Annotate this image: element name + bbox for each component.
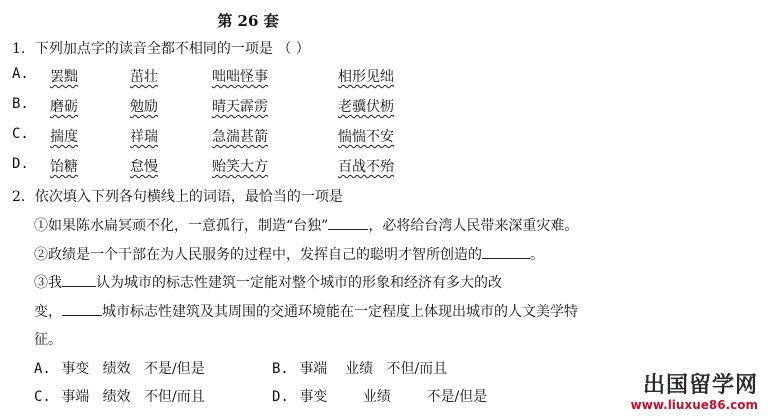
sentence-2-part-b: 。 — [530, 247, 544, 263]
option-item: 急湍甚箭 — [212, 129, 268, 145]
option-item: 茁壮 — [130, 69, 158, 85]
option-letter: B. — [12, 96, 29, 112]
option-item: 揣度 — [50, 129, 78, 145]
sentence-3-part-a: ③我 — [34, 275, 62, 291]
sentence-2-part-a: ②政绩是一个干部在为人民服务的过程中，发挥自己的聪明才智所创造的 — [34, 247, 482, 263]
answer-text: 事端 绩效 不但/而且 — [61, 389, 205, 405]
page-title: 第 26 套 — [217, 12, 279, 30]
answer-text: 事端 业绩 不但/而且 — [299, 361, 448, 377]
blank-line — [62, 303, 102, 316]
option-item: 老骥伏枥 — [338, 99, 394, 115]
option-item: 晴天霹雳 — [212, 99, 268, 115]
option-item: 饴糖 — [50, 159, 78, 175]
option-item: 勉励 — [130, 99, 158, 115]
question-1-option-a — [12, 66, 472, 86]
answer-letter: B. — [272, 361, 289, 377]
watermark-logo — [608, 368, 758, 412]
option-item: 祥瑞 — [130, 129, 158, 145]
watermark-url: www.liuxue86.com — [630, 398, 758, 412]
option-item: 咄咄怪事 — [212, 69, 268, 85]
sentence-3-line-1 — [34, 272, 502, 292]
option-item: 磨砺 — [50, 99, 78, 115]
sentence-1-part-b: ，必将给台湾人民带来深重灾难。 — [368, 218, 579, 234]
answer-d — [272, 386, 487, 406]
sentence-1 — [34, 215, 578, 235]
answer-c — [34, 386, 205, 406]
option-item: 百战不殆 — [338, 159, 394, 175]
sentence-3-part-d: 城市标志性建筑及其周围的交通环境能在一定程度上体现出城市的人文美学特 — [102, 304, 578, 320]
watermark-title: 出国留学网 — [642, 373, 758, 398]
sentence-1-part-a: ①如果陈水扁冥顽不化，一意孤行，制造“台独” — [34, 218, 329, 234]
blank-line — [62, 274, 96, 287]
sentence-3-line-3: 征。 — [34, 332, 62, 348]
question-1-stem: 1．下列加点字的读音全都不相同的一项是 （ ） — [12, 41, 310, 57]
option-letter: D. — [12, 156, 29, 172]
answer-a — [34, 358, 205, 378]
question-1-option-c — [12, 126, 472, 146]
sentence-3-part-c: 变， — [34, 304, 62, 320]
question-2-stem: 2．依次填入下列各句横线上的词语，最恰当的一项是 — [12, 189, 343, 205]
answer-letter: A. — [34, 361, 51, 377]
option-item: 贻笑大方 — [212, 159, 268, 175]
answer-text: 事变 业绩 不是/但是 — [299, 389, 488, 405]
answer-letter: C. — [34, 389, 51, 405]
sentence-2 — [34, 244, 544, 264]
sentence-3-line-2 — [34, 301, 578, 321]
option-letter: C. — [12, 126, 29, 142]
answer-letter: D. — [272, 389, 289, 405]
option-item: 罢黜 — [50, 69, 78, 85]
answer-b — [272, 358, 447, 378]
option-letter: A. — [12, 66, 29, 82]
option-item: 怠慢 — [130, 159, 158, 175]
answer-text: 事变 绩效 不是/但是 — [61, 361, 205, 377]
question-1-option-d — [12, 156, 472, 176]
blank-line — [482, 246, 530, 259]
option-item: 相形见绌 — [338, 69, 394, 85]
option-item: 惴惴不安 — [338, 129, 394, 145]
blank-line — [328, 217, 368, 230]
sentence-3-part-b: 认为城市的标志性建筑一定能对整个城市的形象和经济有多大的改 — [96, 275, 502, 291]
question-1-option-b — [12, 96, 472, 116]
